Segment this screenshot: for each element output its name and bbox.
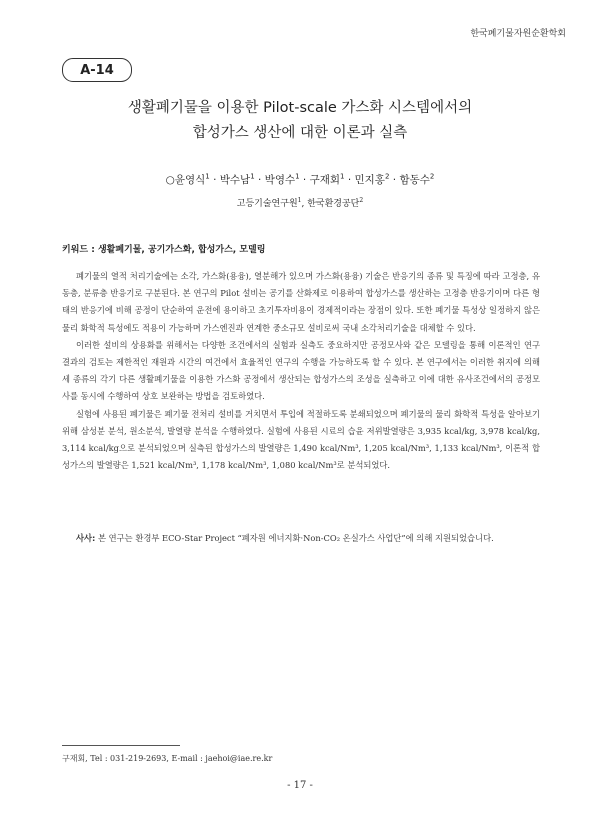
paper-title: [40, 96, 560, 146]
presenter-mark: ○: [165, 174, 175, 186]
affiliation-2: 한국환경공단: [307, 199, 360, 209]
acknowledgement: [62, 530, 540, 547]
title-line-1: 생활폐기물을 이용한 Pilot-scale 가스화 시스템에서의: [127, 100, 473, 116]
author: 박수남$^1$ ·: [219, 172, 265, 186]
author: 함동수$^2$: [399, 172, 435, 186]
acknowledgement-label: 사사:: [76, 533, 96, 543]
footnote-divider: [62, 745, 180, 746]
author-list: [40, 172, 560, 187]
keywords: 키워드 : 생활폐기물, 공기가스화, 합성가스, 모델링: [62, 245, 266, 255]
society-header: 한국폐기물자원순환학회: [470, 29, 566, 39]
page-number: - 17 -: [287, 780, 313, 791]
paragraph: 실험에 사용된 폐기물은 폐기물 전처리 설비를 거치면서 투입에 적절하도록 분쇄되었으며 폐기물의 물리 화학적 특성을 알아보기 위해 삼성분 분석, 원소분석, 발열량 분석을 수행하였다. 실험에 사용된 시료의 습윤 저위발열량은 3,935 kcal/kg, 3,978 kcal/kg, 3,114 kcal/kg으로 분석되었으며 실측된 합성가스의 발열량은 1,490 kcal/Nm³, 1,205 kcal/Nm³, 1,133 kcal/Nm³, 이론적 합성가스의 발열량은 1,521 kcal/Nm³, 1,178 kcal/Nm³, 1,080 kcal/Nm³로 분석되었다.: [62, 408, 540, 471]
author: 구재회$^1$ ·: [309, 172, 355, 186]
title-line-2: 합성가스 생산에 대한 이론과 실측: [192, 125, 408, 141]
paper-id-badge: A-14: [62, 58, 132, 82]
author: 민지홍$^2$ ·: [354, 172, 400, 186]
acknowledgement-text: 본 연구는 환경부 ECO-Star Project “폐자원 에너지화·Non-CO₂ 온실가스 사업단”에 의해 지원되었습니다.: [95, 533, 494, 543]
affiliation-1: 고등기술연구원: [236, 199, 298, 209]
author: 박영수$^1$ ·: [264, 172, 310, 186]
corresponding-author-footnote: 구재회, Tel : 031-219-2693, E-mail : jaehoi@iae.re.kr: [62, 754, 273, 763]
paragraph: 이러한 설비의 상용화를 위해서는 다양한 조건에서의 실험과 실측도 중요하지만 공정모사와 같은 모델링을 통해 이론적인 연구 결과의 검토는 제한적인 재원과 시간의 여건에서 효율적인 연구의 수행을 가능하도록 할 수 있다. 본 연구에서는 이러한 취지에 의해 세 종류의 각기 다른 생활폐기물을 이용한 가스화 공정에서 생산되는 합성가스의 조성을 실측하고 이에 대한 유사조건에서의 공정모사를 동시에 수행하여 상호 보완하는 방법을 검토하였다.: [62, 339, 540, 402]
abstract-body: [62, 268, 540, 474]
paragraph: 폐기물의 열적 처리기술에는 소각, 가스화(용융), 열분해가 있으며 가스화(용융) 기술은 반응기의 종류 및 특징에 따라 고정층, 유동층, 분류층 반응기로 구분된다. 본 연구의 Pilot 설비는 공기를 산화제로 이용하여 합성가스를 생산하는 고정층 반응기이며 다른 형태의 반응기에 비해 공정이 단순하여 운전에 용이하고 초기투자비용이 경제적이라는 장점이 있다. 또한 폐기물 특성상 일정하지 않은 물리 화학적 특성에도 적용이 가능하며 가스엔진과 연계한 중소규모 설비로써 국내 소각처리기술을 대체할 수 있다.: [62, 271, 540, 333]
affiliations: 고등기술연구원$^1$, 한국환경공단$^2$: [236, 197, 364, 209]
author: 윤영식$^1$ ·: [174, 172, 220, 186]
